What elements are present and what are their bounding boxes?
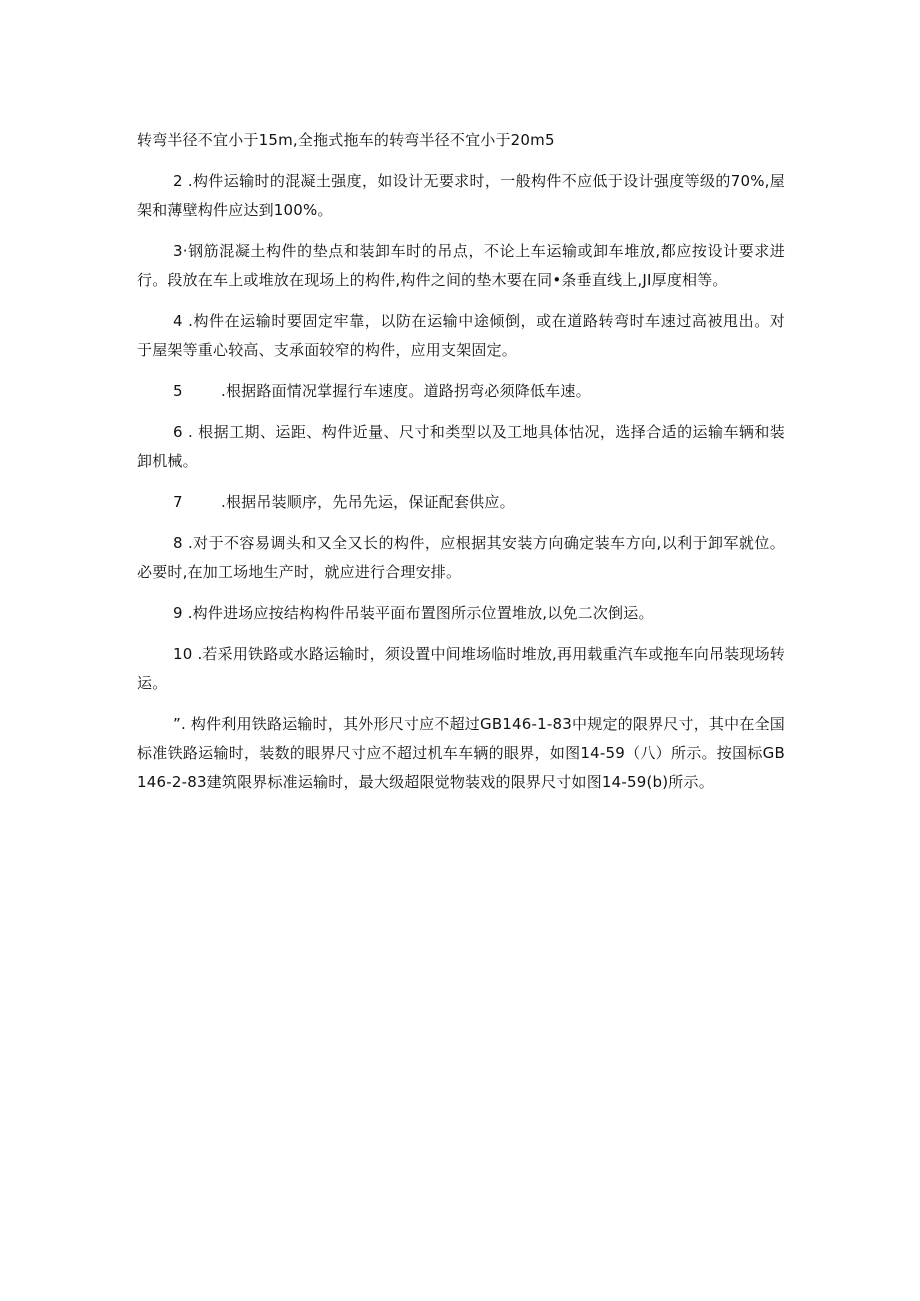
paragraph-text: . 构件利用铁路运输时，其外形尺寸应不超过GB146-1-83中规定的限界尺寸，其中在全国标准铁路运输时，装数的眼界尺寸应不超过机车车辆的眼界，如图14-59（八）所示。按国标GB146-2-83建筑限界标准运输时，最大级超限觉物装戏的限界尺寸如图14-59(b)所示。	[137, 715, 785, 791]
paragraph-item-6	[137, 418, 785, 476]
item-number: 6	[173, 423, 183, 441]
paragraph-text: . 根据工期、运距、构件近量、尺寸和类型以及工地具体怙况，选择合适的运输车辆和装卸机械。	[137, 423, 785, 470]
paragraph-text: .构件进场应按结构构件吊装平面布置图所示位置堆放,以免二次倒运。	[182, 604, 654, 622]
paragraph-item-8	[137, 529, 785, 587]
paragraph-text: .构件运输时的混凝土强度，如设计无要求时，一般构件不应低于设计强度等级的70%,屋架和薄壁构件应达到100%。	[137, 172, 785, 219]
item-number: 8	[173, 534, 183, 552]
paragraph-item-3	[137, 237, 785, 295]
paragraph-item-7	[137, 488, 785, 517]
paragraph-continuation	[137, 126, 785, 155]
item-number: ”	[173, 715, 181, 733]
paragraph-text: .若采用铁路或水路运输时，须设置中间堆场临时堆放,再用载重汽车或拖车向吊装现场转运。	[137, 645, 786, 692]
item-number: 9	[173, 604, 183, 622]
paragraph-text: 钢筋混凝土构件的垫点和装卸车时的吊点，不论上车运输或卸车堆放,都应按设计要求进行。段放在车上或堆放在现场上的构件,构件之间的垫木要在同•条垂直线上,JI厚度相等。	[137, 242, 785, 289]
item-number: 7	[173, 493, 183, 511]
paragraph-text: 转弯半径不宜小于15m,全拖式拖车的转弯半径不宜小于20m5	[137, 131, 555, 149]
paragraph-text: .对于不容易调头和又全又长的构件，应根据其安装方向确定装车方向,以利于卸军就位。必要时,在加工场地生产时，就应进行合理安排。	[137, 534, 785, 581]
item-number: 5	[173, 382, 183, 400]
paragraph-item-2	[137, 167, 785, 225]
paragraph-text: .根据吊装顺序，先吊先运，保证配套供应。	[221, 493, 515, 511]
paragraph-text: .构件在运输时要固定牢靠，以防在运输中途倾倒，或在道路转弯时车速过高被甩出。对于屋架等重心较高、支承面较窄的构件，应用支架固定。	[137, 312, 785, 359]
paragraph-item-5	[137, 377, 785, 406]
item-number: 10	[173, 645, 193, 663]
paragraph-item-11	[137, 710, 785, 797]
document-body	[137, 126, 785, 809]
paragraph-item-4	[137, 307, 785, 365]
paragraph-item-9	[137, 599, 785, 628]
item-number: 2	[173, 172, 183, 190]
paragraph-item-10	[137, 640, 785, 698]
paragraph-text: .根据路面情况掌握行车速度。道路拐弯必须降低车速。	[221, 382, 591, 400]
item-number: 4	[173, 312, 183, 330]
item-number: 3·	[173, 242, 188, 260]
